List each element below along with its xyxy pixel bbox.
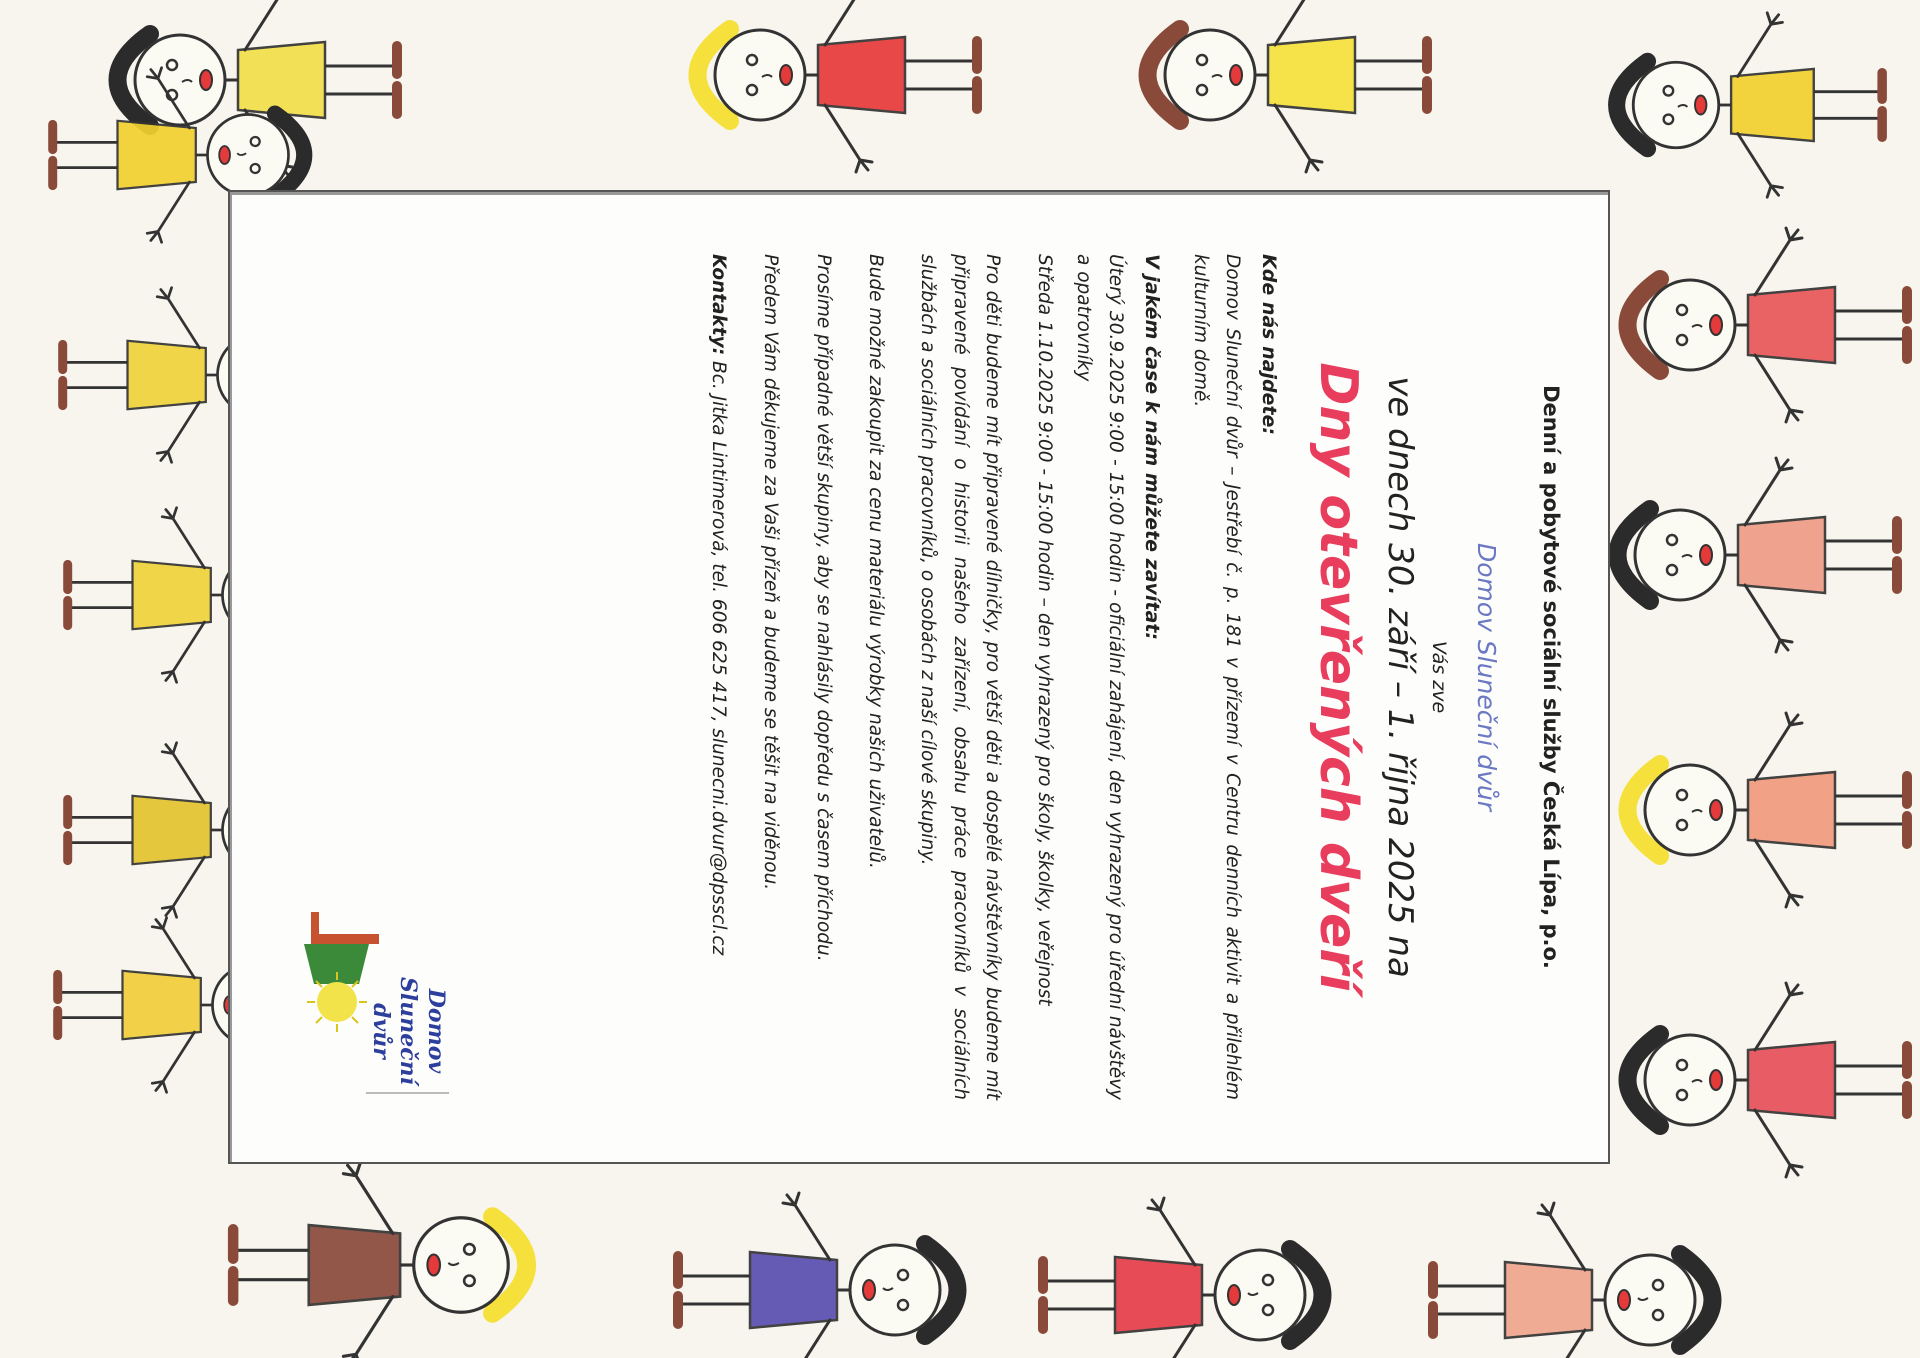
contacts-label: Kontakty: [707,254,729,356]
child-figure [233,1163,526,1358]
day-1-schedule: Úterý 30.9.2025 9:00 - 15:00 hodin - oficiální zahájení, den vyhrazený pro úřední návštěvy a opatrovníky [1072,254,1127,1100]
child-figure [1628,713,1908,907]
program-text: Pro děti budeme mít připravené dílničky, pro větší děti a dospělé návštěvníky budeme mít připravené povídání o historii našeho zařízení, obsahu práce pracovníků v sociálních službách a sociálních pracovníků, o osobách z naší cílové skupiny. [917,254,1004,1100]
child-figure [1617,13,1883,197]
child-figure [1628,228,1908,422]
flyer-body [702,254,1281,1100]
child-figure [1433,1203,1713,1358]
day-2-schedule: Středa 1.10.2025 9:00 - 15:00 hodin – den vyhrazený pro školy, školky, veřejnost [1034,254,1056,1006]
child-figure [1628,983,1908,1177]
child-figure [678,1193,958,1358]
child-figure [1148,0,1428,172]
child-figure [1043,1198,1323,1358]
organization-name: Denní a pobytové sociální služby Česká Lípa, p.o. [1539,385,1563,969]
thanks-text: Předem Vám děkujeme za Vaši přízeň a budeme se těšit na viděnou. [760,254,782,891]
brand-name: Domov Sluneční dvůr [1472,542,1501,812]
invite-text: Vás zve [1428,640,1450,714]
child-figure [1618,458,1898,652]
event-dates: ve dnech 30. září – 1. října 2025 na [1380,376,1420,978]
rotated-flyer-content [239,202,1599,1152]
location-heading: Kde nás najdete: [1258,254,1280,436]
event-title: Dny otevřených dveří [1308,362,1368,992]
flyer-card [228,190,1610,1164]
groups-text: Prosíme případné větší skupiny, aby se nahlásily dopředu s časem příchodu. [812,254,834,962]
child-figure [698,0,978,172]
logo-text: Domov Sluneční dvůr [367,976,450,1094]
contacts-text: Bc. Jitka Lintimerová, tel. 606 625 417, slunecni.dvur@dpsscl.cz [707,355,729,956]
domov-logo [279,904,449,1094]
sale-text: Bude možné zakoupit za cenu materiálu výrobky našich uživatelů. [865,254,886,869]
location-text: Domov Sluneční dvůr – Jestřebí č. p. 181 v přízemí v Centru denních aktivit a přilehlém kulturním domě. [1189,254,1243,1100]
sun-tree-logo-icon [279,904,389,1034]
time-heading: V jakém čase k nám můžete zavítat: [1141,254,1164,641]
contacts [702,254,734,1100]
